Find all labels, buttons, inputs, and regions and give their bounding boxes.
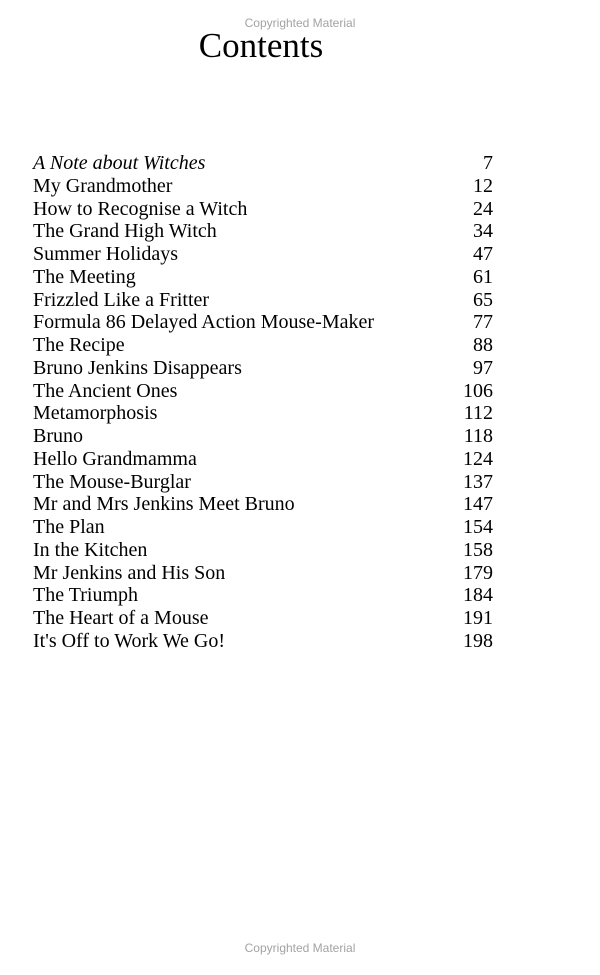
toc-entry — [33, 220, 493, 243]
toc-entry — [33, 380, 493, 403]
page-title: Contents — [198, 26, 324, 65]
toc-entry-title: The Ancient Ones — [33, 379, 178, 402]
toc-entry — [33, 425, 493, 448]
toc-entry-title: The Grand High Witch — [33, 220, 217, 243]
toc-entry — [33, 584, 493, 607]
copyright-watermark-bottom: Copyrighted Material — [244, 941, 356, 955]
toc-entry — [33, 334, 493, 357]
toc-entry-title: The Meeting — [33, 265, 136, 288]
toc-entry-page: 154 — [463, 516, 493, 538]
toc-entry-page: 34 — [473, 220, 493, 243]
toc-entry — [33, 539, 493, 562]
toc-entry-page: 65 — [473, 288, 493, 311]
toc-entry — [33, 402, 493, 425]
toc-entry-title: The Plan — [33, 516, 105, 538]
toc-entry-page: 77 — [473, 311, 493, 334]
toc-entry-page: 147 — [463, 493, 493, 516]
toc-entry — [33, 289, 493, 312]
toc-entry-page: 184 — [463, 584, 493, 607]
toc-entry-title: Formula 86 Delayed Action Mouse-Maker — [33, 311, 375, 334]
toc-entry-title: The Recipe — [33, 334, 125, 356]
toc-entry — [33, 243, 493, 266]
toc-entry-title: Metamorphosis — [33, 402, 158, 425]
toc-entry-page: 88 — [473, 334, 493, 356]
toc-entry-title: A Note about Witches — [33, 152, 206, 174]
toc-entry-title: The Triumph — [33, 584, 139, 607]
toc-entry-page: 198 — [463, 629, 493, 652]
toc-entry — [33, 175, 493, 198]
toc-entry — [33, 562, 493, 585]
toc-entry — [33, 266, 493, 289]
toc-entry-page: 124 — [463, 447, 493, 470]
toc-entry-title: Mr Jenkins and His Son — [33, 561, 226, 584]
toc-entry-page: 179 — [463, 561, 493, 584]
toc-entry — [33, 448, 493, 471]
toc-entry-title: In the Kitchen — [33, 538, 148, 561]
toc-entry — [33, 516, 493, 539]
toc-entry-title: Bruno — [33, 425, 83, 447]
toc-entry-title: Bruno Jenkins Disappears — [33, 356, 242, 379]
toc-entry — [33, 630, 493, 653]
toc-entry-title: My Grandmother — [33, 174, 173, 197]
toc-entry-title: Frizzled Like a Fritter — [33, 288, 210, 311]
toc-entry-page: 106 — [463, 379, 493, 402]
toc-entry-page: 47 — [473, 243, 493, 265]
toc-entry-page: 97 — [473, 356, 493, 379]
toc-entry — [33, 198, 493, 221]
table-of-contents — [33, 152, 493, 653]
copyright-watermark-top: Copyrighted Material — [244, 16, 356, 30]
toc-entry-page: 61 — [473, 265, 493, 288]
toc-entry-page: 191 — [463, 607, 493, 629]
toc-entry-page: 24 — [473, 197, 493, 220]
toc-entry — [33, 471, 493, 494]
toc-entry-page: 112 — [463, 402, 493, 425]
toc-entry-title: How to Recognise a Witch — [33, 197, 248, 220]
toc-entry-title: Mr and Mrs Jenkins Meet Bruno — [33, 493, 295, 516]
toc-entry — [33, 357, 493, 380]
toc-entry-title: Summer Holidays — [33, 243, 178, 265]
toc-entry-title: It's Off to Work We Go! — [33, 629, 226, 652]
toc-entry — [33, 607, 493, 630]
toc-entry — [33, 311, 493, 334]
toc-entry-title: Hello Grandmamma — [33, 447, 197, 470]
toc-entry-page: 137 — [463, 470, 493, 493]
toc-entry-page: 158 — [463, 538, 493, 561]
toc-entry-title: The Mouse-Burglar — [33, 470, 191, 493]
toc-entry-page: 7 — [483, 152, 493, 174]
toc-entry-page: 12 — [473, 174, 493, 197]
toc-entry — [33, 152, 493, 175]
toc-entry-page: 118 — [463, 425, 493, 447]
toc-entry — [33, 493, 493, 516]
toc-entry-title: The Heart of a Mouse — [33, 607, 209, 629]
